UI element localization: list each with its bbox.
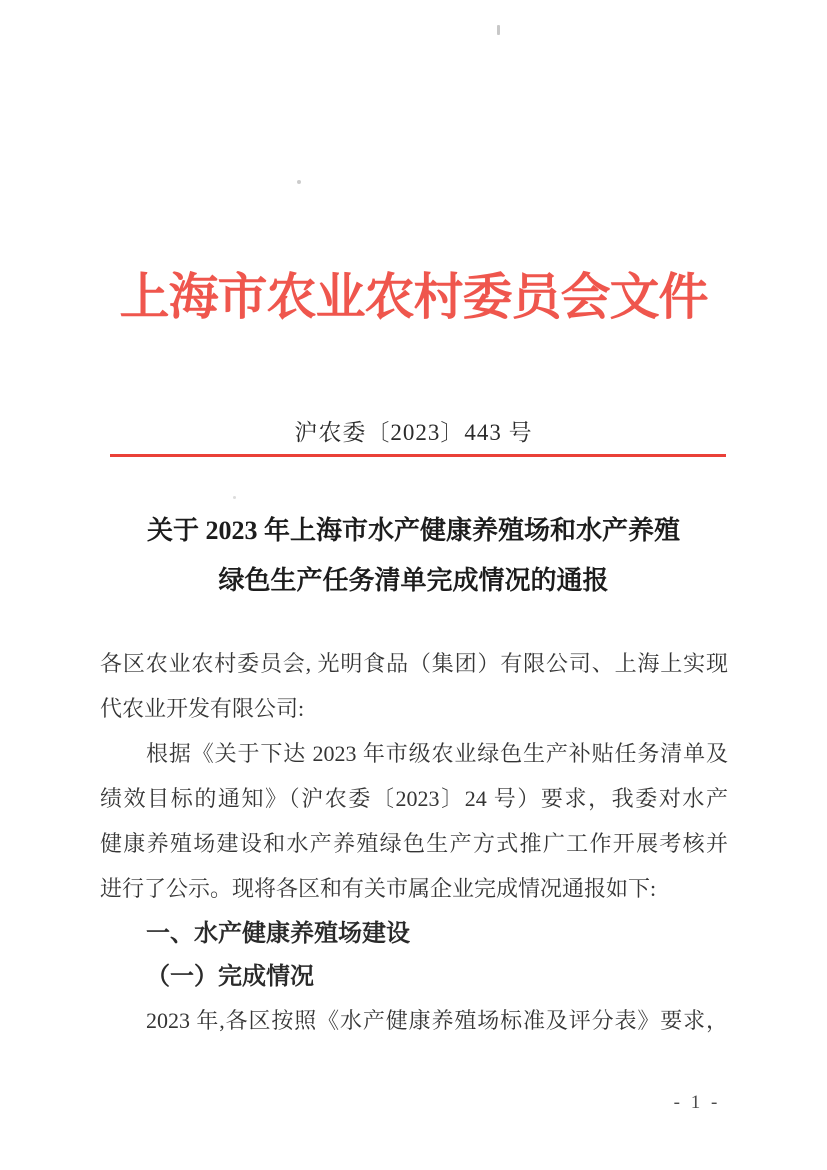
paragraph-line: 2023 年,各区按照《水产健康养殖场标准及评分表》要求， [146, 1008, 728, 1033]
salutation-line-2: 代农业开发有限公司: [100, 696, 305, 721]
letterhead-red-rule [110, 454, 726, 457]
letterhead-agency-title: 上海市农业农村委员会文件 [119, 269, 708, 325]
paragraph-line: 进行了公示。现将各区和有关市属企业完成情况通报如下: [100, 876, 657, 901]
document-title-line-2: 绿色生产任务清单完成情况的通报 [218, 566, 609, 595]
document-title-line-1: 关于 2023 年上海市水产健康养殖场和水产养殖 [146, 516, 680, 545]
paragraph-line: 根据《关于下达 2023 年市级农业绿色生产补贴任务清单及 [146, 741, 728, 766]
section-heading: 一、水产健康养殖场建设 [146, 920, 410, 947]
subsection-heading: （一）完成情况 [146, 964, 314, 990]
document-reference-number: 沪农委〔2023〕443 号 [294, 420, 533, 445]
scan-artifact-speck [497, 25, 500, 35]
paragraph-line: 绩效目标的通知》（沪农委〔2023〕24 号）要求，我委对水产 [100, 786, 728, 811]
salutation-line-1: 各区农业农村委员会, 光明食品（集团）有限公司、上海上实现 [100, 651, 728, 676]
paragraph-line: 健康养殖场建设和水产养殖绿色生产方式推广工作开展考核并 [100, 831, 728, 856]
scan-artifact-speck [233, 496, 236, 499]
scan-artifact-speck [297, 180, 301, 184]
page-number: - 1 - [673, 1092, 721, 1113]
